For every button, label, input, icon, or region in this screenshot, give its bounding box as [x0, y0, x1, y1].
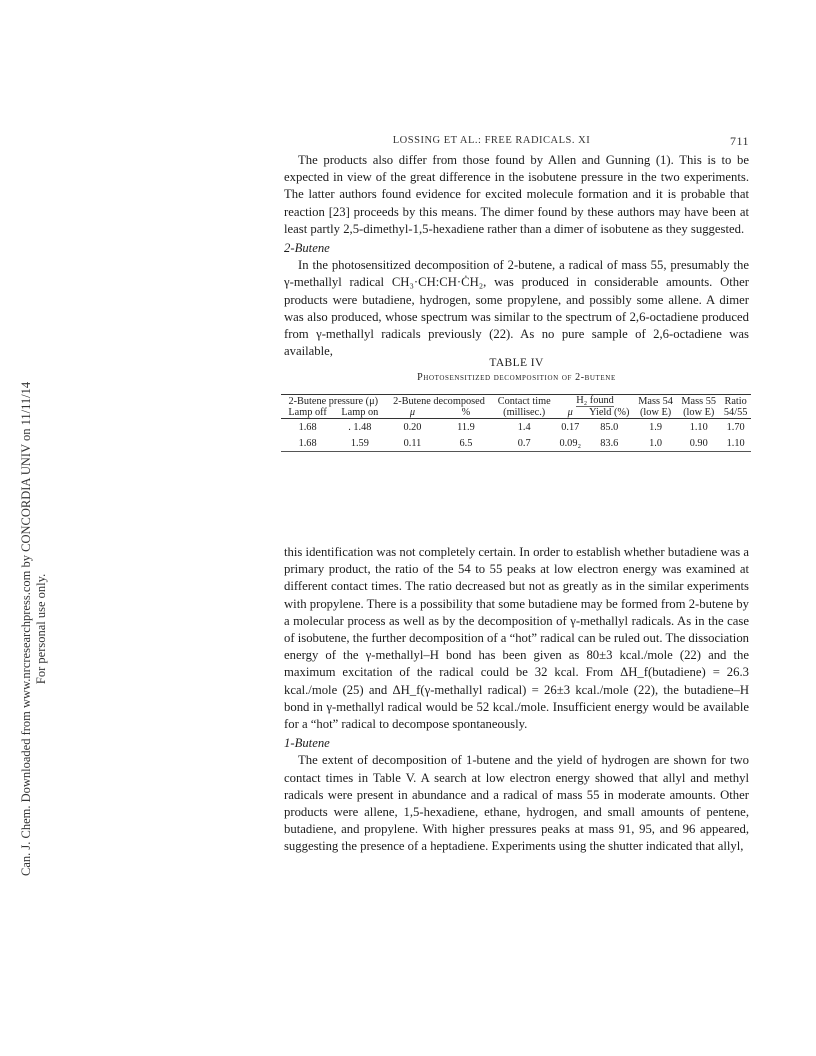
- running-head: [284, 135, 749, 149]
- col-decomp-mu: μ: [409, 407, 416, 418]
- table-cell: 1.70: [726, 421, 745, 433]
- table-cell: 0.17: [561, 421, 580, 433]
- section-heading-2-butene: 2-Butene: [284, 241, 330, 256]
- table-cell: 1.68: [298, 437, 317, 449]
- table-cell: 0.11: [403, 437, 422, 449]
- table-title: TABLE IV: [489, 357, 544, 369]
- watermark-line-2: For personal use only.: [34, 573, 48, 685]
- table-cell: 83.6: [600, 437, 619, 449]
- table-cell: 0.90: [689, 437, 708, 449]
- paragraph-2-butene-intro: In the photosensitized decomposition of 2-butene, a radical of mass 55, presumably the γ-methallyl radical CH₃·CH:CH·ĊH₂, was produced in considerable amounts. Other products were butadiene, hydrogen, some propylene, and possibly some allene. A dimer was also produced, whose spectrum was similar to the spectrum of 2,6-octadiene produced from γ-methallyl radicals previously (22). As no pure sample of 2,6-octadiene was available,: [284, 258, 749, 359]
- table-cell: 1.68: [298, 421, 317, 433]
- body-column-bottom: [284, 544, 749, 856]
- col-contact-unit: (millisec.): [503, 407, 546, 418]
- table-cell: 11.9: [457, 421, 475, 433]
- table-cell: 1.4: [517, 421, 531, 433]
- table-header-row: [281, 395, 751, 408]
- body-column-top: [284, 152, 749, 360]
- table-cell: 0.20: [403, 421, 422, 433]
- col-decomposed: 2-Butene decomposed: [393, 396, 485, 407]
- watermark-line-1: Can. J. Chem. Downloaded from www.nrcresearchpress.com by CONCORDIA UNIV on 11/11/14: [19, 381, 33, 876]
- table-cell: 6.5: [459, 437, 473, 449]
- table-cell: 0.09₂: [559, 437, 582, 449]
- table-cell: 85.0: [600, 421, 619, 433]
- section-heading-1-butene: 1-Butene: [284, 736, 330, 751]
- running-head-title: LOSSING ET AL.: FREE RADICALS. XI: [392, 135, 591, 146]
- col-h2-mu: μ: [567, 407, 573, 418]
- table-cell: 1.0: [649, 437, 663, 449]
- paragraph-butadiene-identification: this identification was not completely certain. In order to establish whether butadiene was a primary product, the ratio of the 54 to 55 peaks at low electron energy was examined at different contact times. The ratio decreased but not as greatly as in the similar experiments with propylene. There is a possibility that some butadiene may be formed from 2-butene by a molecular process as well as by the decomposition of γ-methallyl radicals. As in the case of isobutene, the further decomposition of a “hot” radical can be ruled out. The dissociation energy of the γ-methallyl–H bond has been given as 80±3 kcal./mole (22) and the maximum excitation of the radical could be 32 kcal. From ΔH_f(butadiene) = 26.3 kcal./mole (25) and ΔH_f(γ-methallyl radical) = 26±3 kcal./mole (22), the butadiene–H bond in γ-methallyl radical would be 52 kcal./mole. Insufficient energy would be available for a “hot” radical to decompose spontaneously.: [284, 545, 749, 732]
- table-grid: [281, 394, 751, 452]
- paragraph-isobutene-products: The products also differ from those found by Allen and Gunning (1). This is to be expected in view of the great difference in the isobutene pressure in the two experiments. The latter authors found evidence for excited molecule formation and it is probable that reaction [23] proceeds by this means. The dimer found by these authors may have been at least partly 2,5-dimethyl-1,5-hexadiene rather than a dimer of isobutene as they suggested.: [284, 153, 749, 236]
- col-ratio-sub: 54/55: [723, 407, 748, 418]
- table-row: [281, 435, 751, 452]
- col-ratio: Ratio: [724, 396, 747, 407]
- table-cell: 1.9: [649, 421, 663, 433]
- page-number: 711: [729, 134, 749, 148]
- col-mass54-lowE: (low E): [640, 407, 672, 418]
- table-cell: 1.59: [350, 437, 369, 449]
- download-watermark: [0, 0, 48, 1056]
- col-mass55-lowE: (low E): [683, 407, 715, 418]
- table-cell: 1.10: [726, 437, 745, 449]
- col-decomp-pct: %: [461, 407, 471, 418]
- table-subheader-row: [281, 407, 751, 419]
- col-pressure: 2-Butene pressure (μ): [288, 396, 379, 407]
- table-row: [281, 419, 751, 436]
- table-cell: 0.7: [517, 437, 531, 449]
- col-h2-yield: Yield (%): [589, 407, 630, 418]
- col-lamp-off: Lamp off: [288, 407, 327, 418]
- col-contact: Contact time: [497, 396, 551, 407]
- paragraph-1-butene: The extent of decomposition of 1-butene and the yield of hydrogen are shown for two contact times in Table V. A search at low electron energy showed that allyl and methyl radicals were present in abundance and a radical of mass 55 in moderate amounts. Other products were allene, 1,5-hexadiene, ethane, hydrogen, and small amounts of pentene, butadiene, and propylene. With higher pressures peaks at mass 91, 95, and 96 appeared, suggesting the presence of a heptadiene. Experiments using the shutter indicated that allyl,: [284, 753, 749, 854]
- table-cell: . 1.48: [348, 421, 372, 433]
- table-iv: [284, 356, 749, 452]
- table-subtitle: Photosensitized decomposition of 2-butene: [417, 372, 616, 383]
- col-mass55: Mass 55: [681, 396, 717, 407]
- table-cell: 1.10: [689, 421, 708, 433]
- col-lamp-on: Lamp on: [341, 407, 379, 418]
- col-h2: H₂ found: [576, 395, 614, 406]
- col-mass54: Mass 54: [638, 396, 673, 407]
